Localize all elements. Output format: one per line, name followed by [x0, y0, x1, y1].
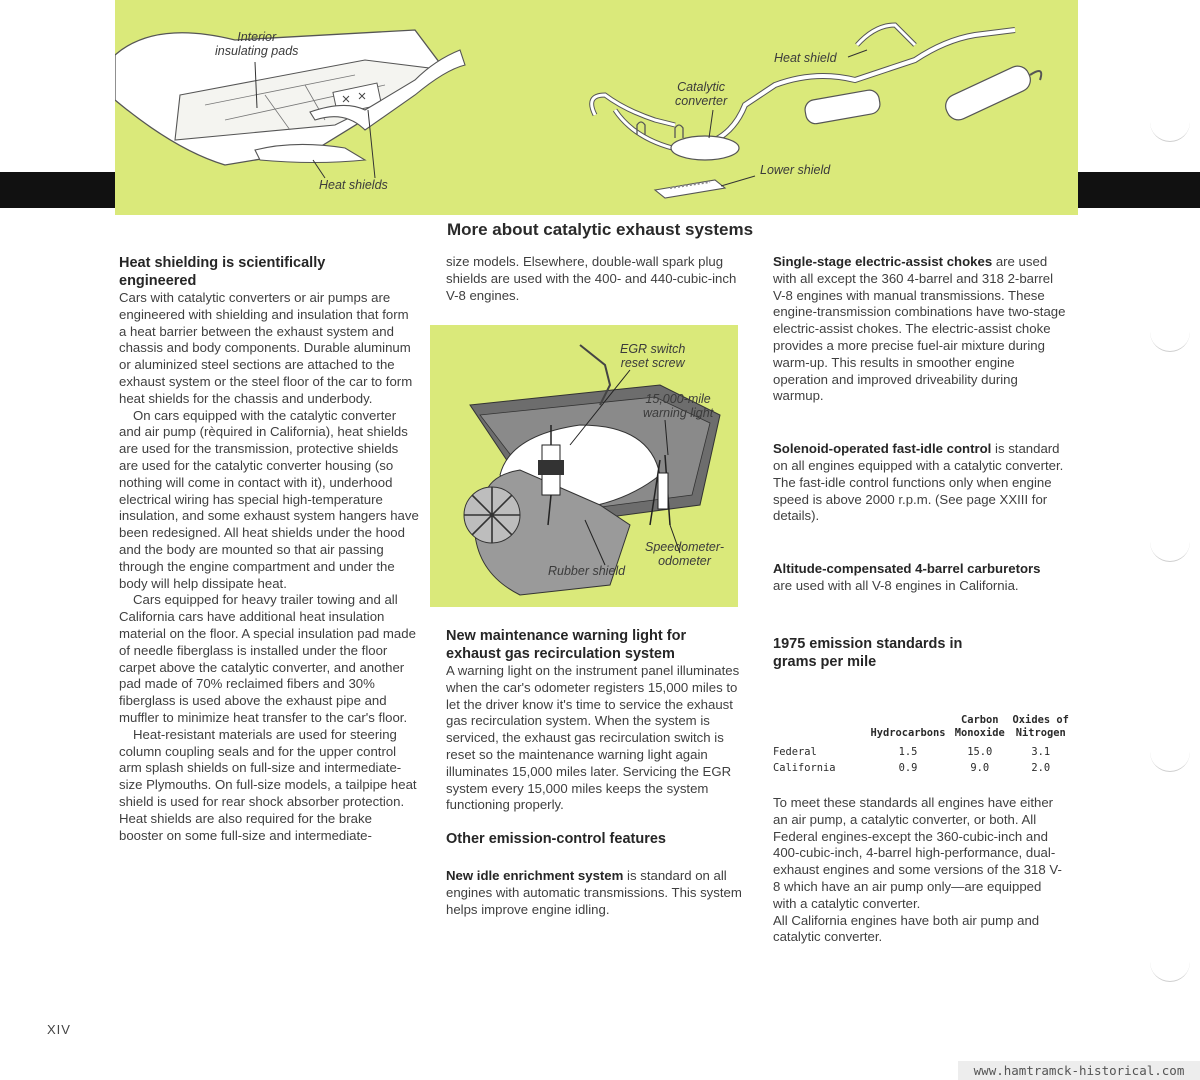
table-cell: 15.0 [967, 746, 993, 758]
label-catalytic-converter: Catalytic converter [675, 80, 728, 108]
table-row [773, 759, 1073, 775]
paragraph-heat-shielding-4: Heat-resistant materials are used for steering column coupling seals and for the upper control arm splash shields on full-size and intermediate-size Plymouths. On full-size models, a tailpipe heat shield is used for rear shock absorber protection. Heat shields are also required for the brake booster on some full-size and intermediate- [119, 726, 417, 843]
paragraph-chokes [773, 254, 1068, 405]
page-number: XIV [47, 1022, 71, 1037]
heading-maintenance-warning: New maintenance warning light for exhaust gas recirculation system [446, 628, 687, 662]
text-altitude: are used with all V-8 engines in California. [773, 577, 1019, 593]
site-watermark: www.hamtramck-historical.com [958, 1061, 1200, 1080]
table-cell: 3.1 [1031, 746, 1051, 758]
paragraph-heat-shielding-3: Cars equipped for heavy trailer towing and all California cars have additional heat insulation material on the floor. A special insulation pad made of needle fiberglass is installed under the floor carpet above the catalytic converter, and another pad made of 70% reclaimed fibers and 30% fiberglass is used above the exhaust pipe and muffler to minimize heat transfer to the car's floor. [119, 592, 416, 725]
column-middle-bottom [446, 627, 746, 919]
heading-altitude: Altitude-compensated 4-barrel carburetors [773, 561, 1041, 577]
label-lower-shield: Lower shield [760, 163, 831, 177]
paragraph-heat-shielding-1: Cars with catalytic converters or air pumps are engineered with shielding and insulation that form a heat barrier between the exhaust system and chassis and body components. Durable aluminum or aluminized steel sections are attached to the exhaust system or the steel floor of the car to form heat shields for the chassis and underbody. [119, 290, 413, 406]
text-chokes: are used with all except the 360 4-barrel and 318 2-barrel V-8 engines with manual transmissions. These engine-transmission combinations have two-stage electric-assist chokes. The electric-assist choke provides a more precise fuel-air mixture during warm-up. This results in smoother engine operation and improved driveability during warmup. [773, 254, 1066, 404]
paragraph-standards-closing: To meet these standards all engines have either an air pump, a catalytic converter, or both. All Federal engines-except the 360-cubic-inch and 400-cubic-inch, 4-barrel high-performance, dual-exhaust engines and some versions of the 318 V-8 which have an air pump only—are equipped with a catalytic converter. [773, 795, 1062, 911]
label-speedometer-odometer: Speedometer- odometer [645, 540, 724, 568]
page-title: More about catalytic exhaust systems [446, 220, 754, 239]
binder-hole-mark [1150, 742, 1190, 772]
label-egr-switch: EGR switch reset screw [620, 342, 686, 370]
banner-illustration [115, 0, 1078, 215]
binder-hole-mark [1150, 952, 1190, 982]
paragraph-california-engines: All California engines have both air pump and catalytic converter. [773, 912, 1040, 945]
table-header-row [773, 714, 1073, 743]
text-idle-enrichment: is standard on all engines with automatic transmissions. This system helps improve engine idling. [446, 868, 742, 917]
table-cell: 2.0 [1031, 762, 1051, 774]
column-middle-top [446, 254, 746, 304]
binder-hole-mark [1150, 322, 1190, 352]
table-cell: 9.0 [970, 762, 990, 774]
table-header: Carbon Monoxide [954, 714, 1005, 739]
heading-solenoid: Solenoid-operated fast-idle control [773, 441, 992, 457]
heading-other-emission: Other emission-control features [446, 831, 666, 848]
label-rubber-shield: Rubber shield [548, 564, 626, 578]
table-cell: California [773, 762, 836, 774]
binder-hole-mark [1150, 532, 1190, 562]
emission-standards-table [773, 714, 1073, 775]
column-right-bottom [773, 795, 1063, 946]
label-heat-shields: Heat shields [319, 178, 388, 192]
left-black-bar [0, 172, 115, 208]
table-header: Hydrocarbons [870, 727, 946, 739]
right-black-bar [1078, 172, 1200, 208]
egr-diagram [430, 325, 738, 607]
table-cell: 0.9 [898, 762, 918, 774]
binder-hole-mark [1150, 112, 1190, 142]
paragraph-continuation: size models. Elsewhere, double-wall spark plug shields are used with the 400- and 440-cubic-inch V-8 engines. [446, 254, 737, 303]
table-row [773, 743, 1073, 759]
table-cell: 1.5 [898, 746, 918, 758]
label-interior-insulating-pads: Interior insulating pads [215, 30, 299, 58]
heading-emission-standards: 1975 emission standards in grams per mile [773, 635, 963, 670]
label-warning-light: 15,000-mile warning light [643, 392, 714, 420]
paragraph-heat-shielding-2: On cars equipped with the catalytic converter and air pump (rèquired in California), heat shields are used for the transmission, protective shields are used for the catalytic converter housing (so nothing will come in contact with it), underhood electrical wiring has special high-temperature insulation, and some exhaust system hangers have been redesigned. All heat shields under the hood and the body are mounted so that air passing through the engine compartment and under the body will help dissipate heat. [119, 407, 419, 591]
text-solenoid: is standard on all engines equipped with a catalytic converter. The fast-idle control functions only when engine speed is above 2000 r.p.m. (See page XXIII for details). [773, 441, 1064, 524]
paragraph-idle-enrichment [446, 868, 746, 918]
table-header: Oxides of Nitrogen [1012, 714, 1069, 739]
table-cell: Federal [773, 746, 817, 758]
paragraph-solenoid [773, 441, 1068, 525]
table-header [773, 714, 865, 743]
label-heat-shield: Heat shield [774, 51, 837, 65]
heading-chokes: Single-stage electric-assist chokes [773, 254, 993, 269]
heading-heat-shielding: Heat shielding is scientifically engineered [119, 255, 326, 289]
paragraph-altitude [773, 561, 1058, 595]
paragraph-maintenance-warning: A warning light on the instrument panel illuminates when the car's odometer registers 15,000 miles to let the driver know it's time to service the exhaust gas recirculation system. When the system is serviced, the exhaust gas recirculation switch is reset so the maintenance warning light again illuminates 15,000 miles later. Servicing the EGR system every 15,000 miles keeps the system functioning properly. [446, 663, 740, 813]
heading-idle-enrichment: New idle enrichment system [446, 868, 624, 884]
column-right [773, 254, 1068, 671]
column-left [119, 254, 419, 844]
